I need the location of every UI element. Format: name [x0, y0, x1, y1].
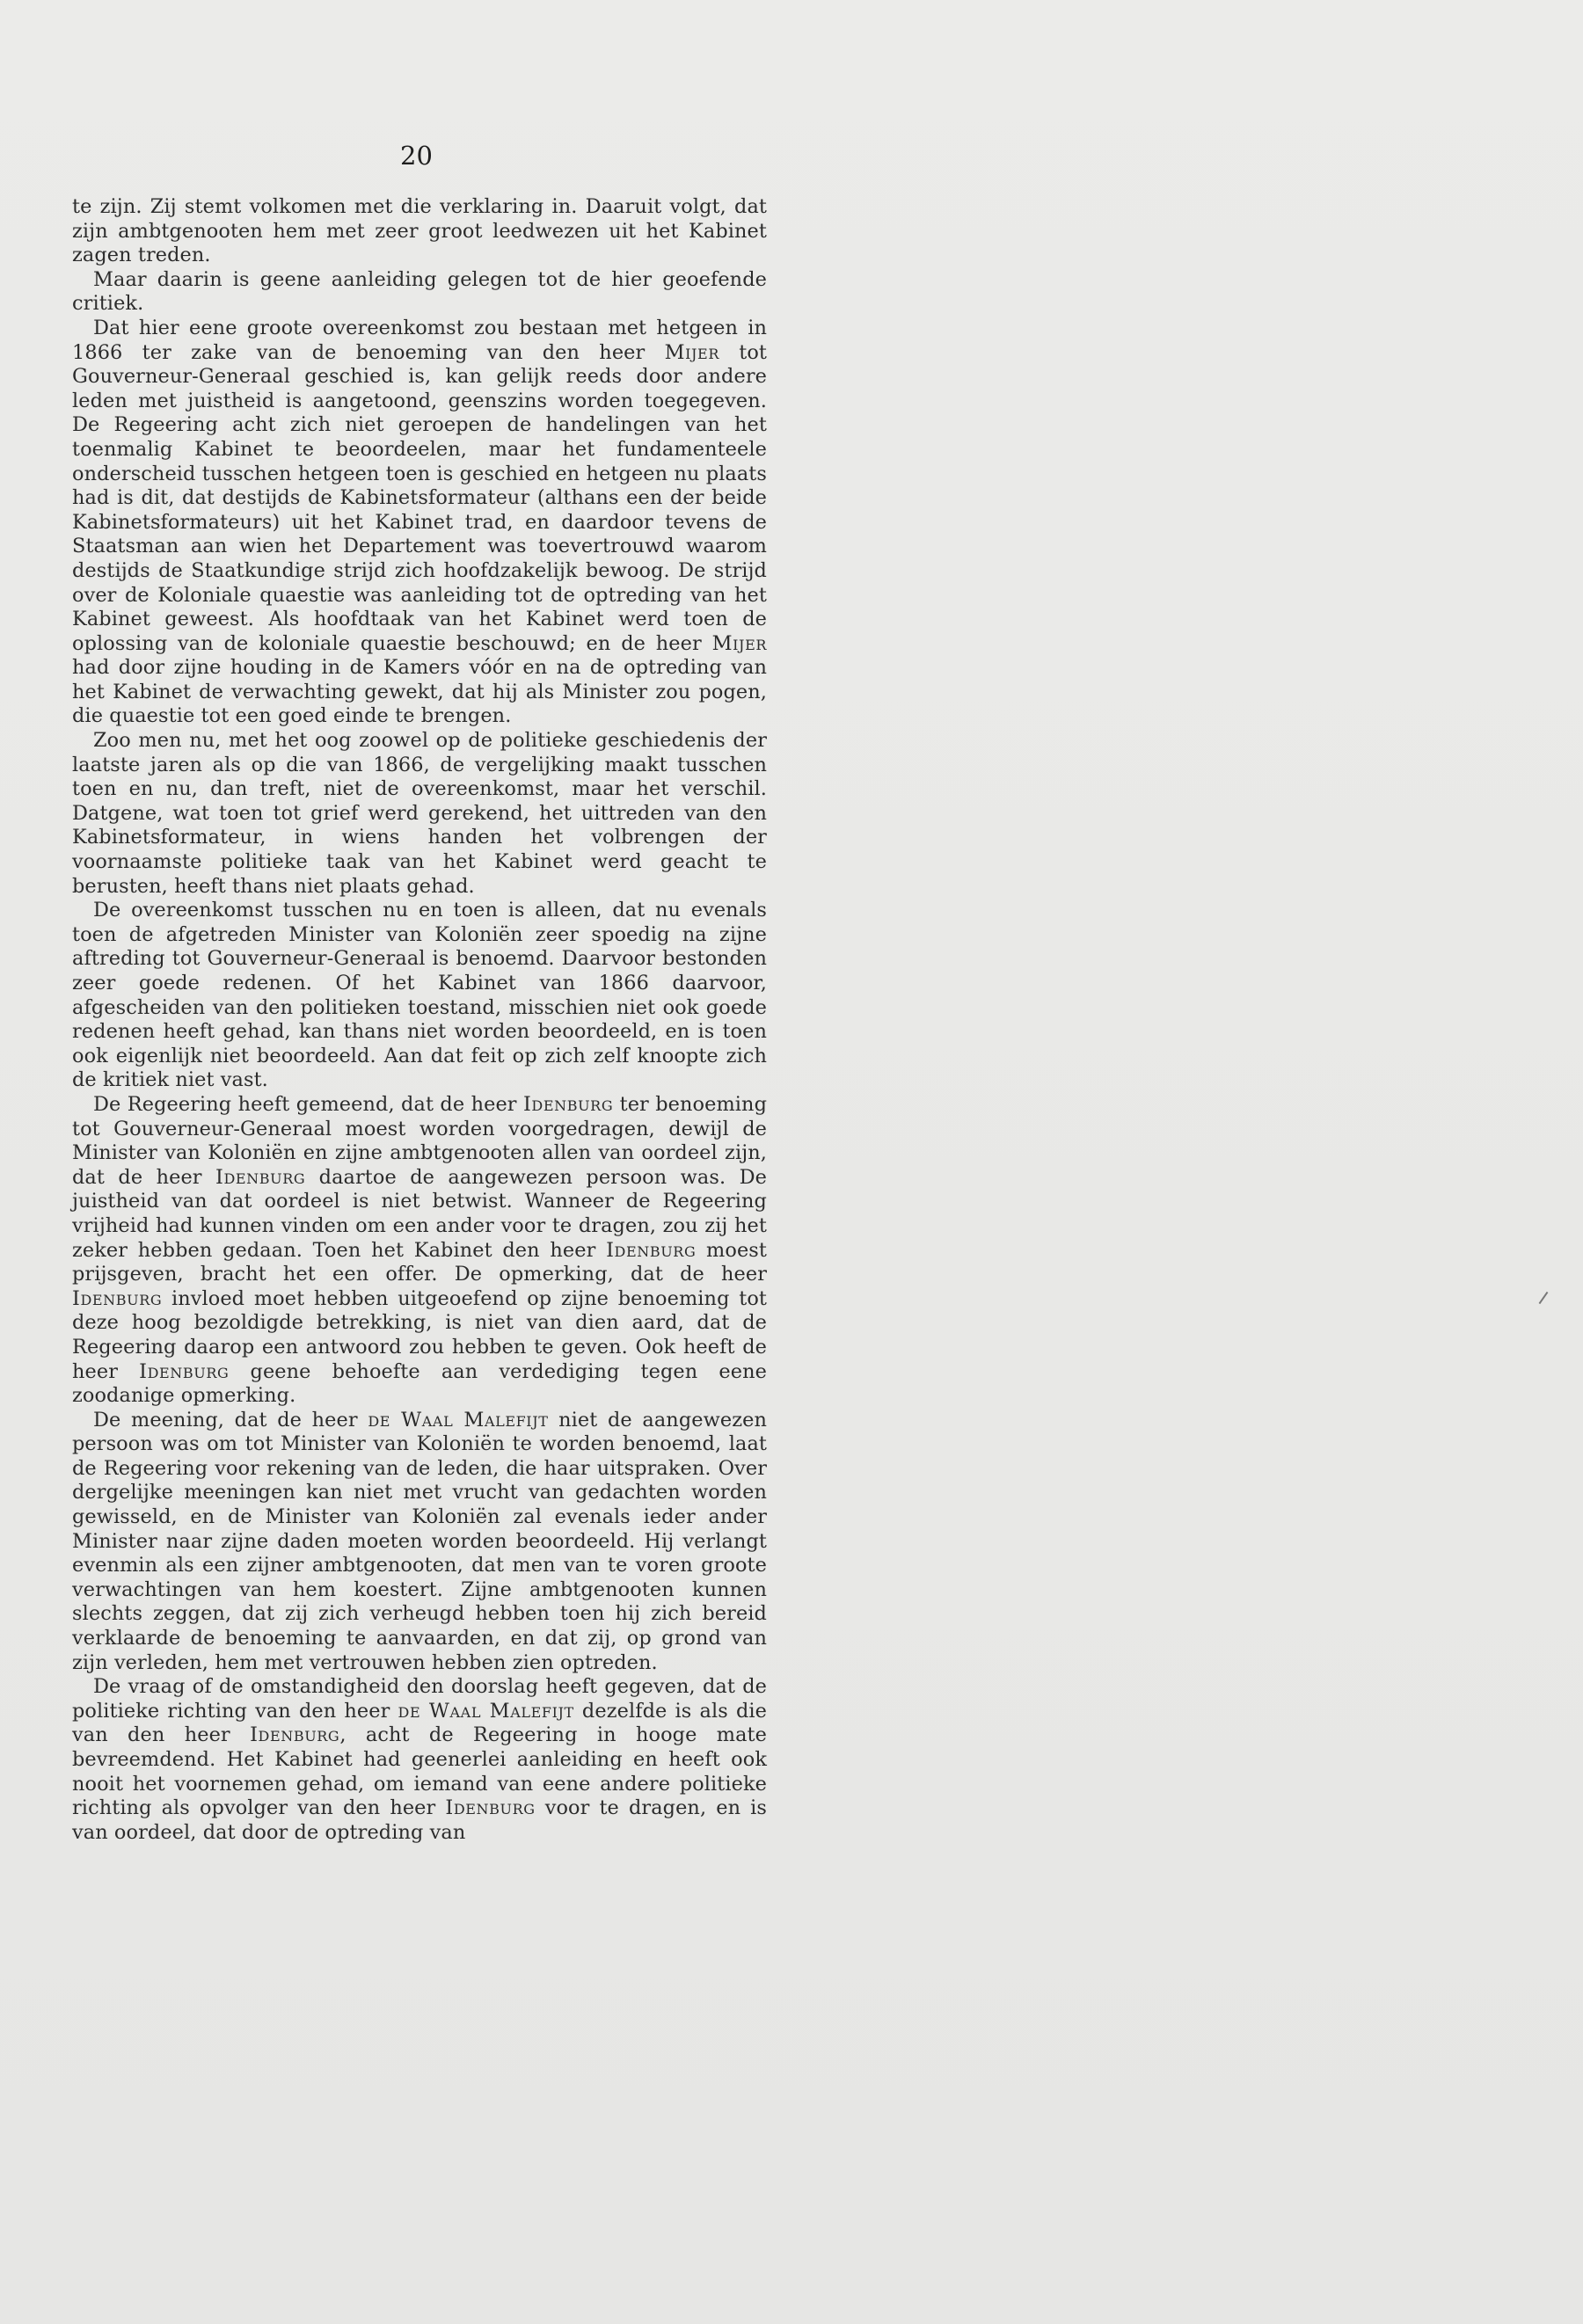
text-column	[72, 195, 767, 1845]
paragraph	[72, 1675, 767, 1845]
paragraph	[72, 899, 767, 1093]
paragraph	[72, 1093, 767, 1409]
text-run: Zoo men nu, met het oog zoowel op de politieke geschiedenis der laatste jaren als op die van 1866, de vergelijking maakt tusschen toen en nu, dan treft, niet de overeenkomst, maar het verschil. Datgene, wat toen tot grief werd gerekend, het uittreden van den Kabinetsformateur, in wiens handen het volbrengen der voornaamste politieke taak van het Kabinet werd geacht te berusten, heeft thans niet plaats gehad.	[72, 729, 767, 898]
margin-mark	[1539, 1292, 1549, 1304]
text-run: niet de aangewezen persoon was om tot Minister van Koloniën te worden benoemd, laat de Regeering voor rekening van de leden, die haar uitspraken. Over dergelijke meeningen kan niet met vrucht van gedachten worden gewisseld, en de Minister van Koloniën zal evenals ieder ander Minister naar zijne daden moeten worden beoordeeld. Hij verlangt evenmin als een zijner ambtgenooten, dat men van te voren groote verwachtingen van hem koestert. Zijne ambtgenooten kunnen slechts zeggen, dat zij zich verheugd hebben toen hij zich bereid verklaarde de benoeming te aanvaarden, en dat zij, op grond van zijn verleden, hem met vertrouwen hebben zien optreden.	[72, 1408, 767, 1674]
name-smallcaps: Idenburg	[139, 1359, 230, 1383]
text-run: De overeenkomst tusschen nu en toen is alleen, dat nu evenals toen de afgetreden Minister van Koloniën zeer spoedig na zijne aftreding tot Gouverneur-Generaal is benoemd. Daarvoor bestonden zeer goede redenen. Of het Kabinet van 1866 daarvoor, afgescheiden van den politieken toestand, misschien niet ook goede redenen heeft gehad, kan thans niet worden beoordeeld, en is toen ook eigenlijk niet beoordeeld. Aan dat feit op zich zelf knoopte zich de kritiek niet vast.	[72, 899, 767, 1092]
name-smallcaps: Idenburg	[445, 1796, 536, 1820]
name-smallcaps: Idenburg	[522, 1092, 614, 1116]
text-run: geene behoefte aan verdediging tegen eene zoodanige opmerking.	[72, 1359, 767, 1408]
text-run: Dat hier eene groote overeenkomst zou bestaan met hetgeen in 1866 ter zake van de benoeming van den heer	[72, 316, 767, 364]
name-smallcaps: Idenburg	[72, 1286, 163, 1310]
paragraph	[72, 268, 767, 317]
paragraph	[72, 317, 767, 729]
text-run: De Regeering heeft gemeend, dat de heer	[93, 1092, 523, 1116]
name-smallcaps: Mijer	[664, 340, 719, 364]
text-run: voor te dragen, en is van oordeel, dat door de optreding van	[72, 1796, 767, 1844]
text-run: moest prijsgeven, bracht het een offer. De opmerking, dat de heer	[72, 1238, 767, 1286]
paragraph	[72, 729, 767, 899]
text-run: dezelfde is als die van den heer	[72, 1699, 767, 1747]
page-number: 20	[400, 141, 433, 171]
text-run: Maar daarin is geene aanleiding gelegen tot de hier geoefende critiek.	[72, 267, 767, 316]
text-run: had door zijne houding in de Kamers vóór en na de optreding van het Kabinet de verwachting gewekt, dat hij als Minister zou pogen, die quaestie tot een goed einde te brengen.	[72, 656, 767, 728]
name-smallcaps: de Waal Malefijt	[368, 1408, 549, 1432]
paragraph	[72, 1409, 767, 1676]
text-run: invloed moet hebben uitgeoefend op zijne benoeming tot deze hoog bezoldigde betrekking, is niet van dien aard, dat de Regeering daarop een antwoord zou hebben te geven. Ook heeft de heer	[72, 1286, 767, 1383]
text-run: ter benoeming tot Gouverneur-Generaal moest worden voorgedragen, dewijl de Minister van Koloniën en zijne ambtgenooten allen van oordeel zijn, dat de heer	[72, 1092, 768, 1189]
name-smallcaps: Mijer	[711, 631, 767, 655]
text-run: daartoe de aangewezen persoon was. De juistheid van dat oordeel is niet betwist. Wanneer de Regeering vrijheid had kunnen vinden om een ander voor te dragen, zou zij het zeker hebben gedaan. Toen het Kabinet den heer	[72, 1165, 767, 1262]
name-smallcaps: Idenburg	[215, 1165, 306, 1189]
name-smallcaps: Idenburg	[606, 1238, 697, 1262]
text-run: tot Gouverneur-Generaal geschied is, kan gelijk reeds door andere leden met juistheid is aangetoond, geenszins worden toegegeven. De Regeering acht zich niet geroepen de handelingen van het toenmalig Kabinet te beoordeelen, maar het fundamenteele onderscheid tusschen hetgeen toen is geschied en hetgeen nu plaats had is dit, dat destijds de Kabinetsformateur (althans een der beide Kabinetsformateurs) uit het Kabinet trad, en daardoor tevens de Staatsman aan wien het Departement was toevertrouwd waarom destijds de Staatkundige strijd zich hoofdzakelijk bewoog. De strijd over de Koloniale quaestie was aanleiding tot de optreding van het Kabinet geweest. Als hoofdtaak van het Kabinet werd toen de oplossing van de koloniale quaestie beschouwd; en de heer	[72, 340, 767, 655]
paragraph	[72, 195, 767, 268]
name-smallcaps: Idenburg	[250, 1723, 340, 1747]
text-run: De vraag of de omstandigheid den doorslag heeft gegeven, dat de politieke richting van den heer	[72, 1675, 767, 1723]
text-run: , acht de Regeering in hooge mate bevreemdend. Het Kabinet had geenerlei aanleiding en heeft ook nooit het voornemen gehad, om iemand van eene andere politieke richting als opvolger van den heer	[72, 1723, 768, 1820]
text-run: De meening, dat de heer	[93, 1408, 368, 1432]
text-run: te zijn. Zij stemt volkomen met die verklaring in. Daaruit volgt, dat zijn ambtgenooten hem met zeer groot leedwezen uit het Kabinet zagen treden.	[72, 195, 767, 267]
name-smallcaps: de Waal Malefijt	[398, 1699, 574, 1723]
